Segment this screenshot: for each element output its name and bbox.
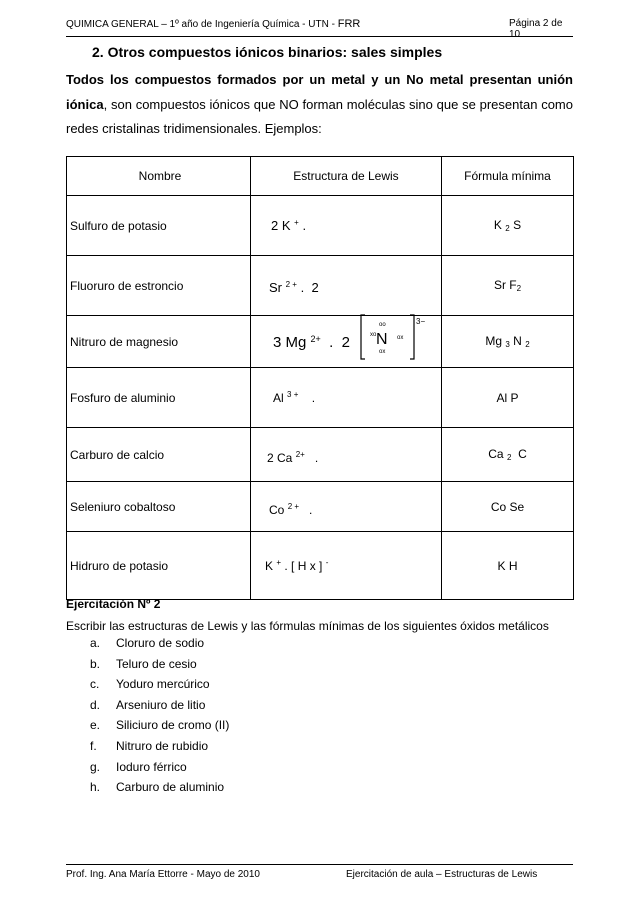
compound-name: Fosfuro de aluminio — [67, 368, 251, 428]
exercise-prompt: Escribir las estructuras de Lewis y las fórmulas mínimas de los siguientes óxidos metálicos — [66, 619, 549, 633]
exercise-title: Ejercitación Nº 2 — [66, 597, 161, 611]
footer-title: Ejercitación de aula – Estructuras de Lewis — [346, 869, 538, 880]
compound-name: Fluoruro de estroncio — [67, 256, 251, 316]
nitride-ion-image — [359, 312, 429, 362]
list-item: e. Siliciuro de cromo (II) — [90, 718, 230, 733]
nitride-electrons-bottom: ox — [379, 349, 386, 355]
nitride-electrons-right: ox — [397, 335, 404, 341]
lewis-text: 2 Ca $^{2+}$ . — [267, 450, 319, 465]
section-title: 2. Otros compuestos iónicos binarios: sales simples — [92, 44, 443, 60]
lewis-text: 2 K + . — [271, 218, 307, 233]
list-item: b. Teluro de cesio — [90, 656, 197, 671]
footer-author: Prof. Ing. Ana María Ettorre - Mayo de 2010 — [66, 869, 260, 880]
table-row — [67, 196, 574, 256]
table-row — [67, 532, 574, 600]
table-row — [67, 256, 574, 316]
intro-paragraph — [66, 68, 573, 142]
list-item: g. Ioduro férrico — [90, 759, 187, 774]
formula: Sr $F_2$ — [442, 256, 574, 316]
exercise-list — [90, 633, 229, 798]
lewis-text: 3 Mg $^{2+}$ . 2 — [273, 334, 350, 351]
intro-bold-word: iónica — [66, 96, 104, 112]
formula: K $_2$ S — [442, 196, 574, 256]
lewis-structure — [251, 196, 442, 256]
table-header-row — [67, 157, 574, 196]
lewis-structure — [251, 316, 442, 368]
lewis-structure — [251, 482, 442, 532]
header-course: QUIMICA GENERAL – 1º año de Ingeniería Química - UTN - FRR — [66, 18, 361, 30]
list-item: a. Cloruro de sodio — [90, 636, 205, 650]
compound-name: Carburo de calcio — [67, 428, 251, 482]
compound-name: Nitruro de magnesio — [67, 316, 251, 368]
formula: Co Se — [442, 482, 574, 532]
compound-name: Seleniuro cobaltoso — [67, 482, 251, 532]
col-header-name: Nombre — [67, 157, 251, 196]
intro-line-2: iónica, son compuestos iónicos que NO forman moléculas sino que se presentan como — [66, 96, 573, 112]
nitride-element: N — [376, 331, 388, 348]
list-item: d. Arseniuro de litio — [90, 697, 206, 712]
lewis-text: Sr $^{2 +}$ . 2 — [269, 280, 319, 295]
header-page-number: Página 2 de 10 — [509, 18, 563, 40]
lewis-structure — [251, 256, 442, 316]
page-footer — [66, 864, 573, 880]
formula: Mg $_3$ N $_2$ — [442, 316, 574, 368]
formula: Al P — [442, 368, 574, 428]
table-row — [67, 428, 574, 482]
lewis-structure — [251, 368, 442, 428]
list-item: h. Carburo de aluminio — [90, 780, 225, 795]
list-item: c. Yoduro mercúrico — [90, 677, 210, 692]
header-frr: FRR — [337, 18, 361, 30]
nitride-charge: 3− — [416, 317, 426, 326]
intro-line-3: redes cristalinas tridimensionales. Ejemplos: — [66, 121, 322, 136]
lewis-text: Al $^{3 +}$ . — [273, 390, 316, 405]
compounds-table — [66, 156, 574, 600]
col-header-lewis: Estructura de Lewis — [251, 157, 442, 196]
lewis-structure — [251, 428, 442, 482]
nitride-electrons-top: oo — [379, 322, 386, 328]
intro-line-1: Todos los compuestos formados por un metal y un No metal presentan unión — [66, 72, 573, 87]
table-row — [67, 368, 574, 428]
lewis-structure — [251, 532, 442, 600]
col-header-formula: Fórmula mínima — [442, 157, 574, 196]
compound-name: Sulfuro de potasio — [67, 196, 251, 256]
page-header — [66, 18, 573, 40]
formula: K H — [442, 532, 574, 600]
list-item: f. Nitruro de rubidio — [90, 738, 209, 753]
lewis-text: Co $^{2 +}$ . — [269, 502, 313, 517]
lewis-text: K + . [ H x ] - — [265, 558, 329, 573]
compound-name: Hidruro de potasio — [67, 532, 251, 600]
table-row — [67, 316, 574, 368]
formula: Ca $_2$ C — [442, 428, 574, 482]
table-row — [67, 482, 574, 532]
nitride-electrons-left: xo — [370, 332, 377, 338]
